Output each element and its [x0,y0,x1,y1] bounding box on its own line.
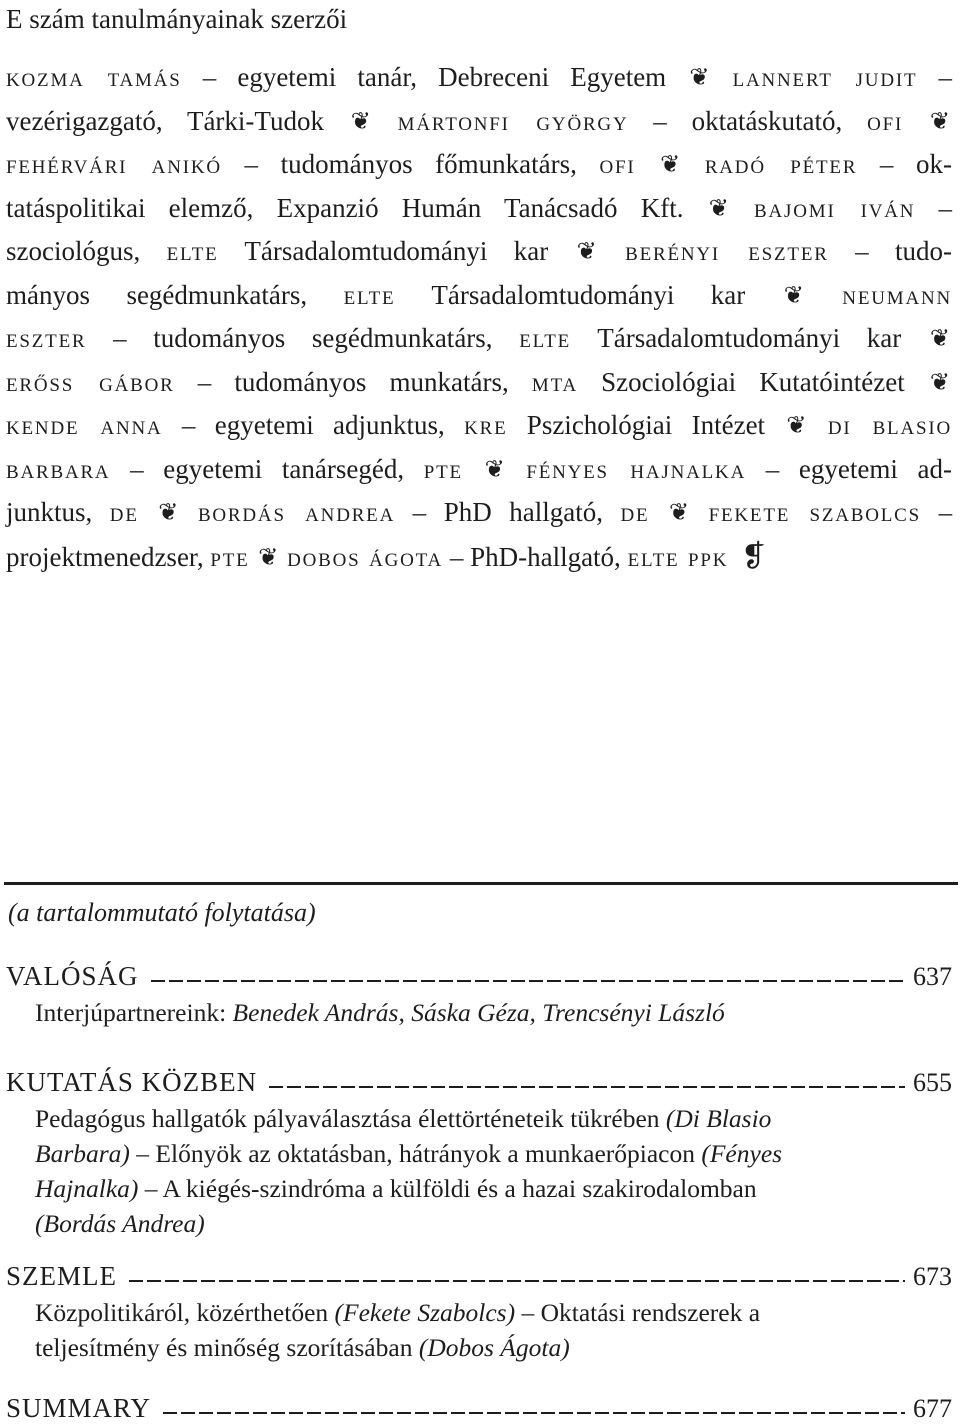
toc-text: – Előnyök az oktatásban, hátrányok a munkaerőpiacon [129,1139,702,1168]
fleuron-icon: ❦ [929,369,950,396]
toc-authors: Hajnalka) [35,1174,139,1203]
toc-line [35,1171,935,1206]
author-name: kende anna [6,410,163,440]
author-affiliation: mányos segédmunkatárs, [6,279,344,310]
fleuron-icon: ❦ [668,500,690,526]
author-affiliation [373,106,398,136]
author-line [6,143,952,187]
author-affiliation: – egyetemi tanársegéd, [110,453,424,484]
dash-leader [129,1280,905,1282]
author-affiliation [250,542,257,572]
author-affiliation [806,280,842,310]
author-affiliation: vezérigazgató, Tárki-Tudok [6,105,349,136]
toc-page-number: 655 [913,1068,952,1097]
author-affiliation: projektmenedzser, [6,541,211,572]
toc-entry-valosag[interactable] [6,958,952,995]
author-line [6,535,952,579]
author-line [6,56,952,100]
toc-page-number: 637 [913,962,952,991]
author-affiliation: Társadalomtudományi kar [218,236,575,266]
dash-leader [269,1086,905,1088]
toc-section-summary [6,1390,952,1427]
author-affiliation [507,454,527,484]
author-line [6,317,952,361]
author-affiliation [180,497,198,527]
fleuron-icon: ❦ [350,108,371,135]
toc-description [35,995,935,1030]
author-line [6,448,952,492]
toc-text: Pedagógus hallgatók pályaválasztása élettörténeteik tükrében [35,1104,666,1133]
author-name: elte ppk [627,541,729,572]
toc-authors: (Fényes [701,1139,783,1168]
toc-section-szemle [6,1258,952,1365]
toc-title: SUMMARY [6,1393,152,1423]
toc-line [35,1206,935,1241]
toc-description [35,1101,935,1241]
toc-text: Interjúpartnereink: [35,998,233,1027]
author-affiliation [649,497,667,527]
fleuron-icon: ❦ [929,108,950,135]
author-affiliation: Szociológiai Kutatóintézet [578,366,928,397]
author-name: barbara [6,453,111,484]
author-name: bordás andrea [197,497,396,527]
fleuron-icon: ❦ [660,152,681,178]
author-affiliation: – [917,62,953,92]
toc-title: VALÓSÁG [6,961,139,991]
author-line [6,274,952,318]
toc-text: teljesítmény és minőség szorításában [35,1333,419,1362]
fleuron-icon: ❦ [783,282,804,309]
toc-line [35,1330,935,1365]
author-affiliation [682,149,705,179]
toc-page-number: 673 [913,1262,952,1291]
author-affiliation [691,497,709,527]
toc-entry-summary[interactable] [6,1390,952,1427]
author-affiliation [139,497,157,527]
author-affiliation: – tudományos munkatárs, [174,366,532,397]
author-name: fekete szabolcs [708,497,922,527]
author-line [6,230,952,274]
author-name: di blasio [827,410,952,440]
dash-leader [163,1412,905,1414]
page-heading: E szám tanulmányainak szerzői [6,4,348,34]
toc-entry-kutatas-kozben[interactable] [6,1064,952,1101]
fleuron-icon: ❦ [786,413,807,439]
author-name: fehérvári anikó [6,149,222,179]
author-name: bajomi iván [754,192,916,223]
toc-title: SZEMLE [6,1261,117,1291]
author-name: kozma tamás [6,62,182,92]
author-line [6,187,952,231]
author-affiliation: – tudo- [828,236,952,266]
author-affiliation: szociológus, [6,236,167,266]
author-affiliation: – tudományos segédmunkatárs, [86,323,520,353]
author-name: fényes hajnalka [526,453,747,484]
toc-page-number: 677 [913,1394,952,1423]
author-name: erőss gábor [6,366,175,397]
author-name: elte [166,236,219,266]
toc-title: KUTATÁS KÖZBEN [6,1067,258,1097]
author-name: neumann [842,279,953,310]
toc-authors: Barbara) [35,1139,130,1168]
author-name: mártonfi györgy [397,105,629,136]
toc-entry-szemle[interactable] [6,1258,952,1295]
author-affiliation: Társadalomtudományi kar [395,279,782,310]
author-affiliation [463,454,483,484]
toc-text: – Oktatási rendszerek a [515,1298,761,1327]
author-affiliation: – oktatáskutató, [628,105,868,136]
toc-line [35,1295,935,1330]
author-name: de [109,497,139,527]
author-affiliation [728,542,735,572]
author-affiliation [903,106,928,136]
author-affiliation: tatáspolitikai elemző, Expanzió Humán Tanácsadó Kft. [6,192,707,223]
author-name: lannert judit [732,62,918,92]
toc-section-valosag [6,958,952,1030]
pilcrow-icon: ❡ [741,539,767,573]
author-name: pte [423,453,463,484]
fleuron-icon: ❦ [929,326,950,352]
author-name: ofi [599,149,636,179]
toc-line [35,995,935,1030]
fleuron-icon: ❦ [484,456,505,483]
author-name: berényi eszter [625,236,829,266]
author-affiliation: – ok- [857,149,952,179]
author-line [6,361,952,405]
author-affiliation: – PhD hallgató, [395,497,621,527]
author-affiliation: – [921,497,953,527]
fleuron-icon: ❦ [258,544,279,571]
author-affiliation: – egyetemi adjunktus, [162,410,465,440]
toc-authors: (Fekete Szabolcs) [334,1298,516,1327]
author-name: pte [210,541,250,572]
fleuron-icon: ❦ [708,195,729,222]
section-divider [4,882,958,885]
author-name: radó péter [704,149,858,179]
toc-authors: Benedek András, Sáska Géza, Trencsényi László [232,998,725,1027]
author-affiliation: Pszichológiai Intézet [507,410,785,440]
author-name: kre [464,410,508,440]
toc-description [35,1295,935,1365]
author-affiliation: – egyetemi tanár, Debreceni Egyetem [181,62,688,92]
fleuron-icon: ❦ [576,239,597,265]
author-line [6,404,952,448]
fleuron-icon: ❦ [158,500,179,526]
author-affiliation [731,193,754,223]
author-name: dobos ágota [287,541,444,572]
author-name: mta [531,366,579,397]
author-affiliation: – PhD-hallgató, [443,541,628,572]
author-affiliation: – tudományos főmunkatárs, [221,149,600,179]
toc-line [35,1101,935,1136]
author-line [6,100,952,144]
author-affiliation [599,236,625,266]
author-name: eszter [6,323,87,353]
fleuron-icon: ❦ [689,65,710,91]
continued-label: (a tartalommutató folytatása) [8,898,316,927]
author-affiliation [711,62,732,92]
dash-leader [151,980,905,982]
author-name: ofi [867,105,904,136]
author-affiliation: junktus, [6,497,110,527]
author-affiliation: Társadalomtudományi kar [571,323,928,353]
toc-authors: (Bordás Andrea) [35,1209,205,1238]
author-affiliation: – [915,192,953,223]
authors-paragraph [6,56,952,578]
author-affiliation [808,410,827,440]
author-affiliation [636,149,659,179]
author-line [6,491,952,535]
author-name: de [620,497,650,527]
toc-authors: (Dobos Ágota) [418,1333,570,1362]
author-affiliation: – egyetemi ad- [746,453,952,484]
author-name: elte [519,323,572,353]
toc-authors: (Di Blasio [665,1104,772,1133]
author-name: elte [343,279,396,310]
toc-section-kutatas-kozben [6,1064,952,1241]
toc-text: – A kiégés-szindróma a külföldi és a hazai szakirodalomban [138,1174,757,1203]
toc-line [35,1136,935,1171]
toc-text: Közpolitikáról, közérthetően [35,1298,335,1327]
